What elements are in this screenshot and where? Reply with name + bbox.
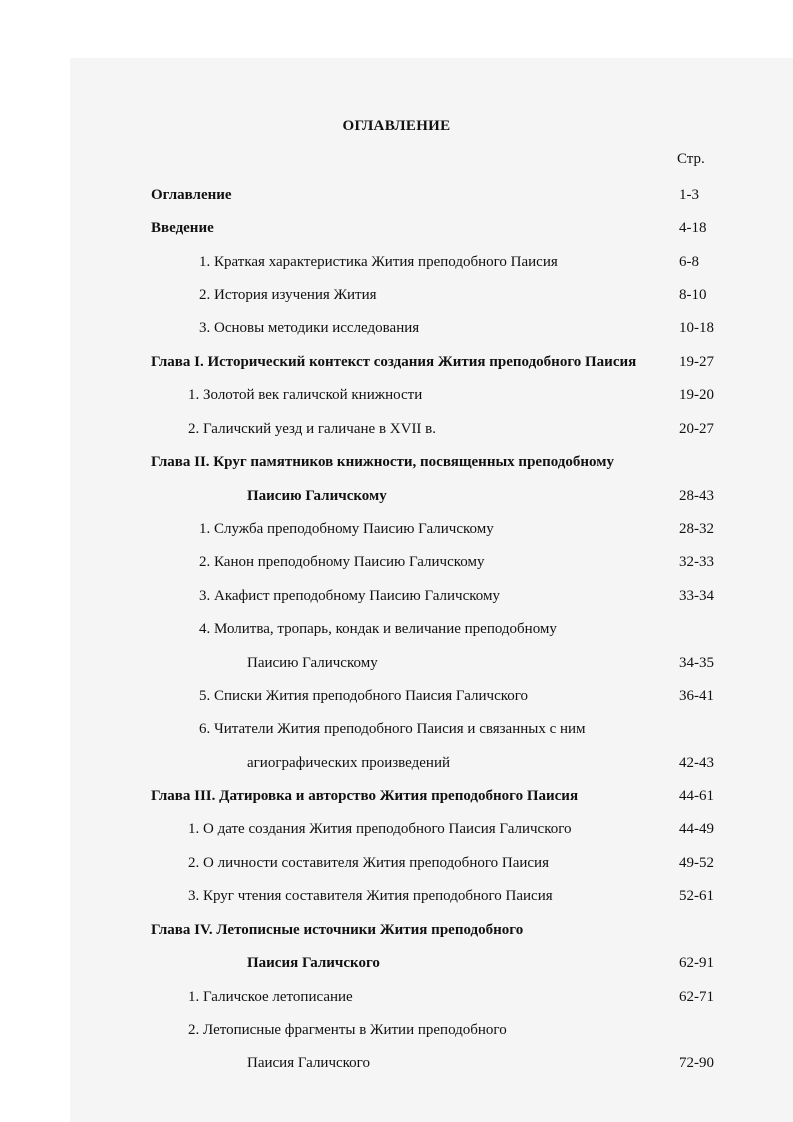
toc-entry-page: 52-61: [679, 888, 714, 904]
toc-entry-text: Оглавление: [151, 187, 232, 203]
toc-entry: [0, 685, 793, 707]
toc-entry-page: 19-20: [679, 387, 714, 403]
toc-entry-text: 1. Золотой век галичской книжности: [188, 387, 423, 403]
toc-entry: [0, 852, 793, 874]
toc-entry: [0, 1052, 793, 1074]
toc-entry: [0, 518, 793, 540]
toc-entry-text: 2. Летописные фрагменты в Житии преподобного: [188, 1022, 507, 1038]
toc-entry: [0, 317, 793, 339]
toc-title: ОГЛАВЛЕНИЕ: [342, 118, 451, 134]
toc-entry-text: Глава IV. Летописные источники Жития преподобного: [151, 922, 524, 938]
toc-entry-text: Глава I. Исторический контекст создания Жития преподобного Паисия: [151, 354, 637, 370]
toc-entry-text: 1. Краткая характеристика Жития преподобного Паисия: [199, 254, 558, 270]
page-column-label: Стр.: [677, 151, 705, 167]
toc-entry-page: 34-35: [679, 655, 714, 671]
toc-entry: [0, 618, 793, 640]
toc-entry-text: 2. История изучения Жития: [199, 287, 377, 303]
toc-entry: [0, 718, 793, 740]
toc-entry-text: 2. Галичский уезд и галичане в XVII в.: [188, 421, 437, 437]
toc-entry-page: 49-52: [679, 855, 714, 871]
toc-entry: [0, 752, 793, 774]
toc-entry-page: 28-43: [679, 488, 714, 504]
toc-entry: [0, 818, 793, 840]
toc-entry: [0, 418, 793, 440]
toc-entry: [0, 485, 793, 507]
toc-entry-text: 2. О личности составителя Жития преподобного Паисия: [188, 855, 549, 871]
toc-entry-text: агиографических произведений: [247, 755, 450, 771]
toc-entry-text: Паисию Галичскому: [247, 655, 378, 671]
toc-entry-text: Паисию Галичскому: [247, 488, 387, 504]
toc-entry: [0, 952, 793, 974]
toc-entry-text: 3. Основы методики исследования: [199, 320, 420, 336]
toc-entry: [0, 251, 793, 273]
toc-entry: [0, 919, 793, 941]
toc-entry-page: 32-33: [679, 554, 714, 570]
toc-entry-text: 3. Акафист преподобному Паисию Галичскому: [199, 588, 500, 604]
toc-entry-text: 1. Служба преподобному Паисию Галичскому: [199, 521, 494, 537]
toc-entry: [0, 384, 793, 406]
toc-entry: [0, 551, 793, 573]
toc-entry-page: 42-43: [679, 755, 714, 771]
toc-entry-text: 2. Канон преподобному Паисию Галичскому: [199, 554, 485, 570]
toc-entry-text: 5. Списки Жития преподобного Паисия Галичского: [199, 688, 529, 704]
toc-entry-text: 1. О дате создания Жития преподобного Паисия Галичского: [188, 821, 572, 837]
toc-entry: [0, 351, 793, 373]
toc-entry: [0, 284, 793, 306]
toc-entry-text: 4. Молитва, тропарь, кондак и величание преподобному: [199, 621, 557, 637]
toc-entry: [0, 986, 793, 1008]
toc-entry: [0, 451, 793, 473]
toc-entry-page: 72-90: [679, 1055, 714, 1071]
toc-entry-page: 28-32: [679, 521, 714, 537]
toc-entry-text: Глава II. Круг памятников книжности, посвященных преподобному: [151, 454, 614, 470]
toc-entry-page: 10-18: [679, 320, 714, 336]
toc-entry-text: Глава III. Датировка и авторство Жития преподобного Паисия: [151, 788, 579, 804]
toc-entry-text: 6. Читатели Жития преподобного Паисия и связанных с ним: [199, 721, 586, 737]
toc-entry-page: 19-27: [679, 354, 714, 370]
toc-entry: [0, 1019, 793, 1041]
toc-entry-page: 1-3: [679, 187, 699, 203]
toc-entry: [0, 652, 793, 674]
toc-entry-page: 8-10: [679, 287, 707, 303]
toc-entry-text: Паисия Галичского: [247, 955, 380, 971]
toc-entry: [0, 785, 793, 807]
toc-entry-text: 3. Круг чтения составителя Жития преподобного Паисия: [188, 888, 553, 904]
toc-entry: [0, 184, 793, 206]
toc-entry-page: 36-41: [679, 688, 714, 704]
toc-entry-page: 62-91: [679, 955, 714, 971]
toc-entry: [0, 217, 793, 239]
toc-entry-text: Введение: [151, 220, 214, 236]
toc-entry-page: 20-27: [679, 421, 714, 437]
toc-entry-page: 62-71: [679, 989, 714, 1005]
toc-entry-page: 6-8: [679, 254, 699, 270]
toc-entry-page: 44-61: [679, 788, 714, 804]
toc-entry-page: 44-49: [679, 821, 714, 837]
toc-entry-page: 4-18: [679, 220, 707, 236]
toc-entry-page: 33-34: [679, 588, 714, 604]
toc-entry: [0, 885, 793, 907]
toc-entry-text: Паисия Галичского: [247, 1055, 370, 1071]
toc-entry-text: 1. Галичское летописание: [188, 989, 353, 1005]
toc-entry: [0, 585, 793, 607]
